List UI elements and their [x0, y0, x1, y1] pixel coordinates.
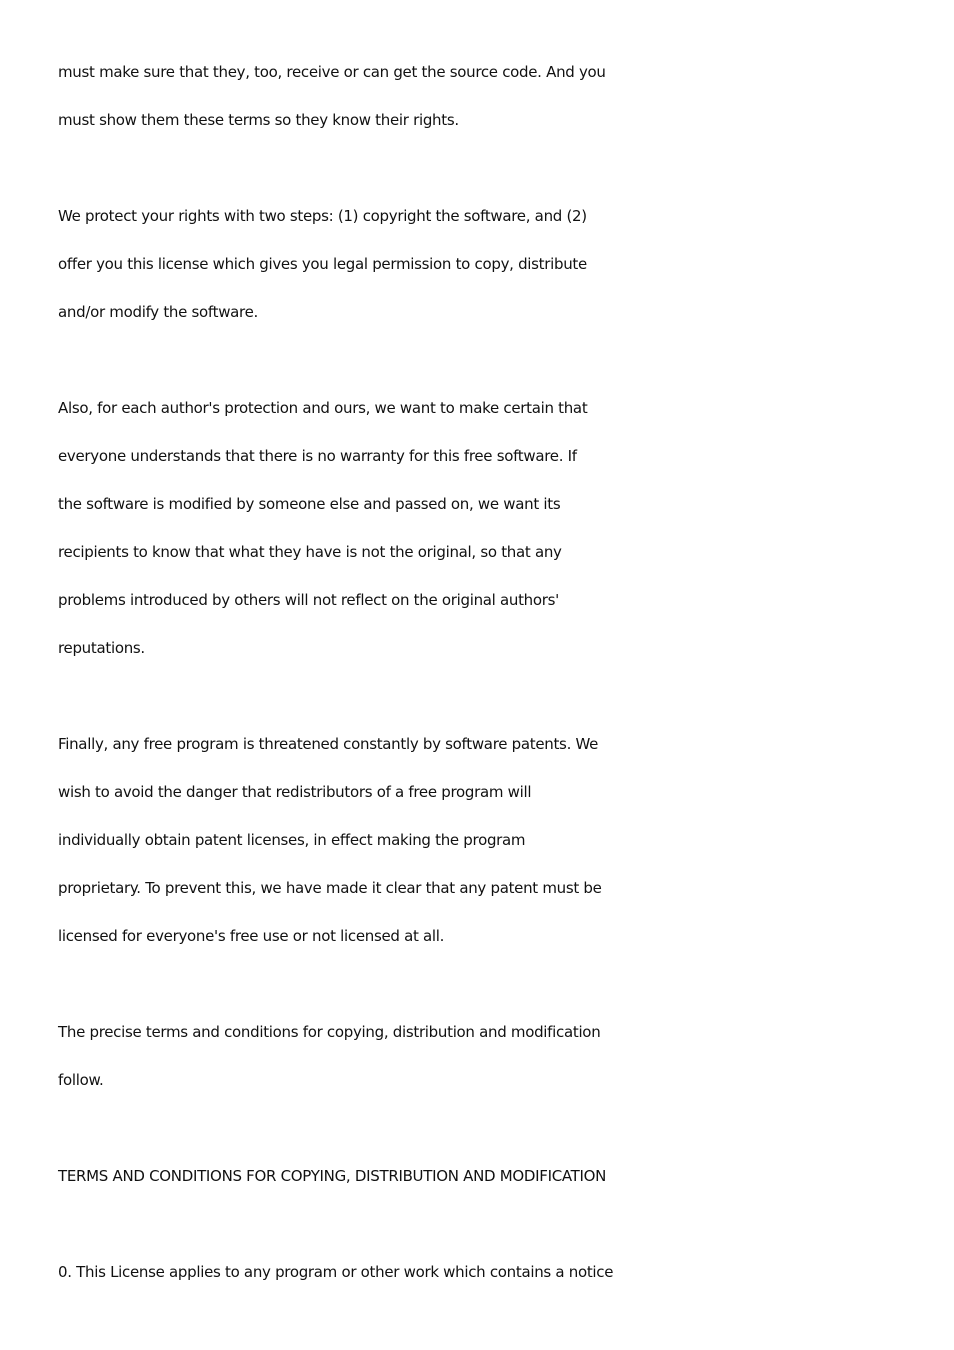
text-line: We protect your rights with two steps: (1) copyright the software, and (2) [58, 207, 587, 225]
document-body [58, 58, 918, 1306]
text-line: proprietary. To prevent this, we have made it clear that any patent must be [58, 879, 602, 897]
paragraph-spacer [58, 1114, 918, 1162]
paragraph [58, 58, 918, 154]
paragraph [58, 730, 918, 970]
paragraph [58, 1018, 918, 1114]
text-line: licensed for everyone's free use or not licensed at all. [58, 927, 445, 945]
text-line: offer you this license which gives you legal permission to copy, distribute [58, 255, 587, 273]
paragraph-spacer [58, 970, 918, 1018]
text-line: 0. This License applies to any program or other work which contains a notice [58, 1263, 614, 1281]
text-line: Also, for each author's protection and ours, we want to make certain that [58, 399, 588, 417]
paragraph-spacer [58, 682, 918, 730]
paragraph [58, 1258, 918, 1306]
text-line: The precise terms and conditions for copying, distribution and modification [58, 1023, 601, 1041]
paragraph-spacer [58, 1210, 918, 1258]
text-line: and/or modify the software. [58, 303, 258, 321]
text-line: Finally, any free program is threatened constantly by software patents. We [58, 735, 599, 753]
text-line: everyone understands that there is no warranty for this free software. If [58, 447, 577, 465]
section-heading [58, 1162, 918, 1210]
text-line: problems introduced by others will not reflect on the original authors' [58, 591, 559, 609]
text-line: the software is modified by someone else and passed on, we want its [58, 495, 561, 513]
text-line: TERMS AND CONDITIONS FOR COPYING, DISTRIBUTION AND MODIFICATION [58, 1167, 607, 1185]
paragraph-spacer [58, 346, 918, 394]
paragraph [58, 394, 918, 682]
text-line: individually obtain patent licenses, in effect making the program [58, 831, 526, 849]
text-line: recipients to know that what they have is not the original, so that any [58, 543, 562, 561]
text-line: must show them these terms so they know their rights. [58, 111, 459, 129]
text-line: reputations. [58, 639, 145, 657]
text-line: wish to avoid the danger that redistributors of a free program will [58, 783, 532, 801]
paragraph [58, 202, 918, 346]
text-line: must make sure that they, too, receive or can get the source code. And you [58, 63, 606, 81]
text-line: follow. [58, 1071, 104, 1089]
paragraph-spacer [58, 154, 918, 202]
